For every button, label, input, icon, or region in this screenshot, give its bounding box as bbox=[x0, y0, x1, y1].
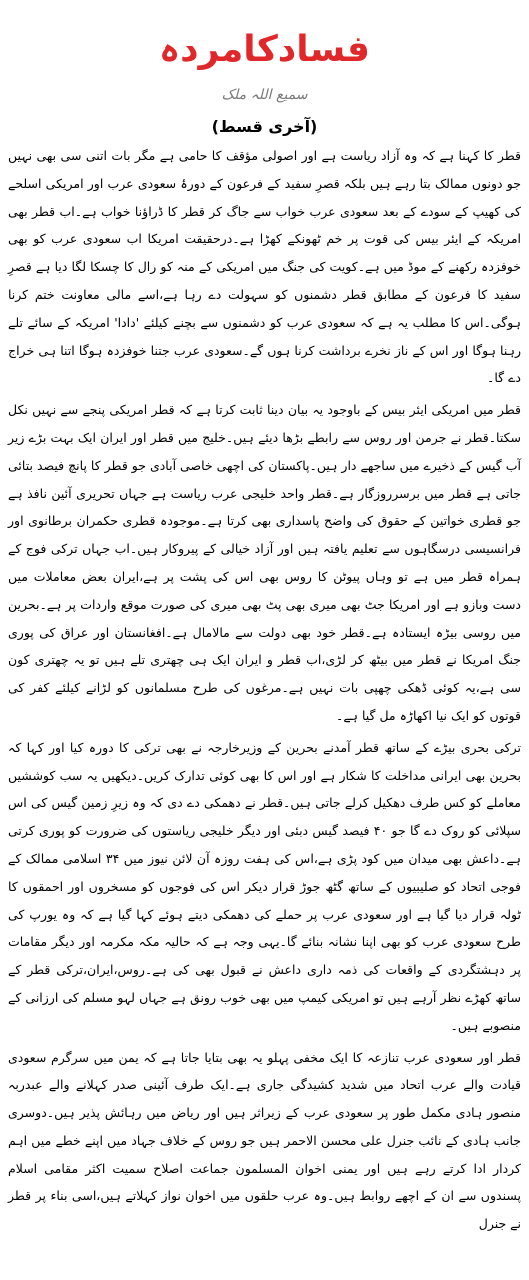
article-headline: فسادکامردہ bbox=[159, 29, 370, 70]
article-paragraph: قطر کا کہنا ہے کہ وہ آزاد ریاست ہے اور اصولی مؤقف کا حامی ہے مگر بات اتنی سی بھی نہیں جو دونوں ممالک بتا رہے ہیں بلکہ قصرِ سفید کے فرعون کے دورۂ سعودی عرب اور امریکی اسلحے کی کھیپ کے سودے کے بعد سعودی عرب خواب سے جاگ کر قطر کا ڈراؤنا خواب ہے۔اب قطر بھی امریکہ کے ایئر بیس کی قوت پر خم ٹھونکے کھڑا ہے۔درحقیقت امریکا اب سعودی عرب کو بھی خوفزدہ رکھنے کے موڈ میں ہے۔کویت کی جنگ میں امریکی کے منہ کو رال کا چسکا لگا دیا ہے قصرِ سفید کا فرعون کے مطابق قطر دشمنوں کو سہولت دے رہا ہے،اسے مالی معاونت ختم کرنا ہوگی۔اس کا مطلب یہ ہے کہ سعودی عرب کو دشمنوں سے بچنے کیلئے 'دادا' امریکہ کے سائے تلے رہنا ہوگا اور اس کے ناز نخرے برداشت کرنا ہوں گے۔سعودی عرب جتنا خوفزدہ ہوگا اتنا ہی خراج دے گا۔ bbox=[8, 148, 521, 386]
article-paragraph: قطر اور سعودی عرب تنازعہ کا ایک مخفی پہلو یہ بھی بتایا جاتا ہے کہ یمن میں سرگرم سعودی قیادت والے عرب اتحاد میں شدید کشیدگی جاری ہے۔ایک طرف آئینی صدر کہلانے والے عبدربہ منصور ہادی مکمل طور پر سعودی عرب کے زیراثر ہیں اور ریاض میں رہائش پذیر ہیں۔دوسری جانب ہادی کے نائب جنرل علی محسن الاحمر ہیں جو روس کے خلاف جہاد میں اپنے خطے میں اہم کردار ادا کرتے رہے ہیں اور یمنی اخوان المسلمون جماعت اصلاح سمیت اکثر مقامی اسلام پسندوں سے ان کے اچھے روابط ہیں۔وہ عرب حلقوں میں اخوان نواز کہلاتے ہیں،اسی بناء پر قطر نے جنرل bbox=[8, 1049, 521, 1232]
author-byline: سمیع اللہ ملک bbox=[221, 87, 308, 103]
article-paragraph: ترکی بحری بیڑے کے ساتھ قطر آمدنے بحرین کے وزیرخارجہ نے بھی ترکی کا دورہ کیا اور کہا کہ بحرین بھی ایرانی مداخلت کا شکار ہے اور اس کا بھی کوئی تدارک کریں۔دیکھیں یہ سب کوششیں معاملے کو کس طرف دھکیل کرلے جاتی ہیں۔قطر نے دھمکی دے دی کہ وہ زیرِ زمین گیس کی اس سپلائی کو روک دے گا جو ۴۰ فیصد گیس دبئی اور دیگر خلیجی ریاستوں کی ضرورت کو پوری کرتی ہے۔داعش بھی میدان میں کود پڑی ہے،اس کی ہفت روزہ آن لائن نیوز میں ۳۴ اسلامی ممالک کے فوجی اتحاد کو صلیبیوں کے ساتھ گٹھ جوڑ قرار دیکر اس کی فوجوں کو مسخروں اور احمقوں کا ٹولہ قرار دیا گیا ہے اور سعودی عرب پر حملے کی دھمکی دیتے ہوئے کہا گیا ہے کہ وہ یورپ کی طرح سعودی عرب کو بھی اپنا نشانہ بنائے گا۔یہی وجہ ہے کہ حالیہ مکہ مکرمہ اور دیگر مقامات پر دہشتگردی کے واقعات کی ذمہ داری داعش نے قبول بھی کی ہے۔روس،ایران،ترکی قطر کے ساتھ کھڑے نظر آرہے ہیں تو امریکی کیمپ میں بھی خوب رونق ہے جہاں لہو مسلم کی ارزانی کے منصوبے ہیں۔ bbox=[8, 739, 521, 1033]
article-paragraph: قطر میں امریکی ایئر بیس کے باوجود یہ بیان دینا ثابت کرتا ہے کہ قطر امریکی پنجے سے نہیں نکل سکتا۔قطر نے جرمن اور روس سے رابطے بڑھا دیئے ہیں۔خلیج میں قطر اور ایران ایک بہت بڑے زیر آب گیس کے ذخیرے میں ساجھے دار ہیں۔پاکستان کی اچھی خاصی آبادی جو قطر کا پانچ فیصد بتائی جاتی ہے قطر میں برسرروزگار ہے۔قطر واحد خلیجی عرب ریاست ہے جہاں تحریری آئین نافذ ہے جو قطری خواتین کے حقوق کی واضح پاسداری بھی کرتا ہے۔موجودہ قطری حکمران برطانوی اور فرانسیسی درسگاہوں سے تعلیم یافتہ ہیں اور آزاد خیالی کے پیروکار ہیں۔اب جہاں ترکی فوج کے ہمراہ قطر میں ہے تو وہاں پیوٹن کا روس بھی اس کی پشت پر ہے،ایران بعض معاملات میں دست وبازو ہے اور امریکا جٹ بھی میری بھی پٹ بھی میری کی صورت موقع واردات پر ہے۔بحرین میں روسی بیڑہ ایستادہ ہے۔قطر خود بھی دولت سے مالامال ہے۔افغانستان اور عراق کی پوری جنگ امریکا نے قطر میں بیٹھ کر لڑی،اب قطر و ایران ایک ہی چھتری تلے ہیں تو یہ چھتری کون سی ہے،یہ کوئی ڈھکی چھپی بات نہیں ہے۔مرغوں کی طرح مسلمانوں کو لڑانے کیلئے کفر کی قوتوں کو ایک نیا اکھاڑہ مل گیا ہے۔ bbox=[8, 402, 521, 723]
newspaper-column bbox=[0, 22, 529, 1280]
article-body bbox=[6, 142, 523, 1238]
installment-label: (آخری قسط) bbox=[211, 117, 318, 136]
